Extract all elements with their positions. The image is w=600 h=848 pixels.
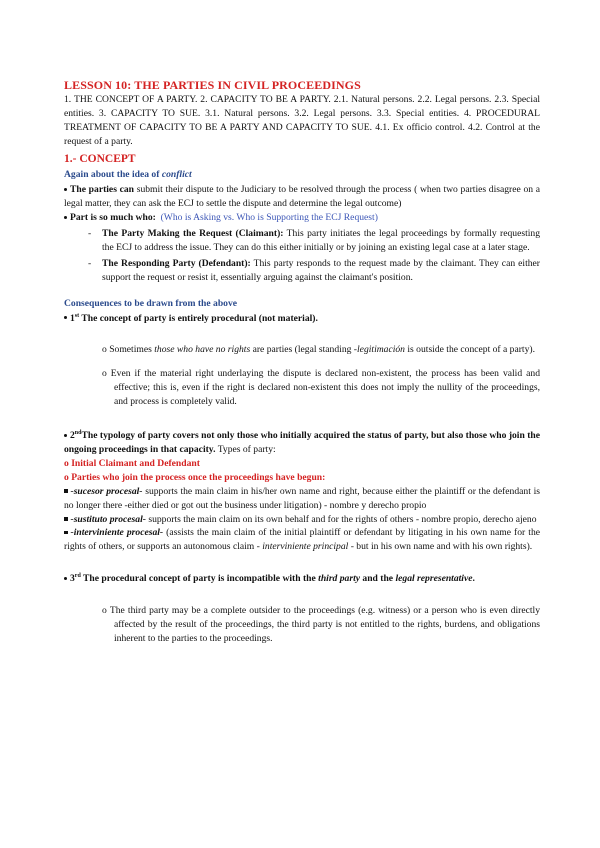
- paragraph-part-is: Part is so much who: (Who is Asking vs. Who is Supporting the ECJ Request): [64, 211, 540, 225]
- consequences-heading: Consequences to be drawn from the above: [64, 297, 238, 309]
- interviniente-procesal-item: -interviniente procesal- (assists the main claim of the initial plaintiff or defendant by litigating in his own name for the rights of others, or supports an autonomous claim - interviniente principal - but in his own name and with his own rights).: [64, 527, 540, 553]
- lesson-title: LESSON 10: THE PARTIES IN CIVIL PROCEEDINGS: [64, 78, 361, 92]
- dash-marker: -: [88, 228, 92, 240]
- bullet-icon: [64, 188, 67, 191]
- party-type-initial: o Initial Claimant and Defendant: [64, 457, 200, 469]
- square-bullet-icon: [64, 531, 68, 535]
- party-roles-list: [64, 227, 540, 285]
- consequence-2: 2ndThe typology of party covers not only those who initially acquired the status of party, but also those who join the ongoing proceedings in that capacity. Types of party:: [64, 429, 540, 455]
- section-heading-concept: 1.- CONCEPT: [64, 153, 136, 166]
- list-item: - The Party Making the Request (Claimant): This party initiates the legal proceedings by formally requesting the ECJ to address the issue. They can do this either initially or by joining an existing legal case at a later stage.: [64, 227, 540, 255]
- subheading-conflict: Again about the idea of conflict: [64, 169, 192, 181]
- consequence-3: 3rd The procedural concept of party is incompatible with the third party and the legal representative.: [64, 572, 540, 586]
- bullet-icon: [64, 216, 67, 219]
- paragraph-parties-can: The parties can submit their dispute to the Judiciary to be resolved through the process ( when two parties disagree on a legal matter, they can ask the ECJ to settle the dispute and determine the legal outcome): [64, 184, 540, 210]
- sustituto-procesal-item: -sustituto procesal- supports the main claim on its own behalf and for the rights of others - nombre propio, derecho ajeno: [64, 513, 540, 527]
- party-type-joining: o Parties who join the process once the proceedings have begun:: [64, 471, 326, 483]
- square-bullet-icon: [64, 517, 68, 521]
- bullet-icon: [64, 316, 67, 319]
- list-item: o Sometimes those who have no rights are parties (legal standing -legitimación is outside the concept of a party).: [102, 344, 535, 356]
- list-item: - The Responding Party (Defendant): This party responds to the request made by the claimant. They can either support the request or resist it, essentially arguing against the claimant's position.: [64, 257, 540, 285]
- list-item: o The third party may be a complete outsider to the proceedings (e.g. witness) or a person who is even directly affected by the result of the proceedings, the third party is not entitled to the rights, burdens, and obligations inherent to the parties to the proceedings.: [102, 605, 540, 644]
- consequence-1: 1st The concept of party is entirely procedural (not material).: [64, 312, 540, 326]
- lesson-summary: 1. THE CONCEPT OF A PARTY. 2. CAPACITY TO BE A PARTY. 2.1. Natural persons. 2.2. Legal persons. 2.3. Special entities. 3. CAPACITY TO SUE. 3.1. Natural persons. 3.2. Legal persons. 3.3. Special entities. 4. PROCEDURAL TREATMENT OF CAPACITY TO BE A PARTY AND CAPACITY TO SUE. 4.1. Ex officio control. 4.2. Control at the request of a party.: [64, 94, 540, 148]
- list-item: o Even if the material right underlaying the dispute is declared non-existent, the process has been valid and effective; this is, even if the right is declared non-existent this does not imply the nullity of the proceedings, and process is completely valid.: [102, 368, 540, 408]
- bullet-icon: [64, 577, 67, 580]
- square-bullet-icon: [64, 489, 68, 493]
- sucesor-procesal-item: -sucesor procesal- supports the main claim in his/her own name and right, because either the plaintiff or the defendant is no longer there -either died or got out the business under litigation) - nombre y derecho propio: [64, 485, 540, 511]
- bullet-icon: [64, 434, 67, 437]
- dash-marker: -: [88, 257, 92, 269]
